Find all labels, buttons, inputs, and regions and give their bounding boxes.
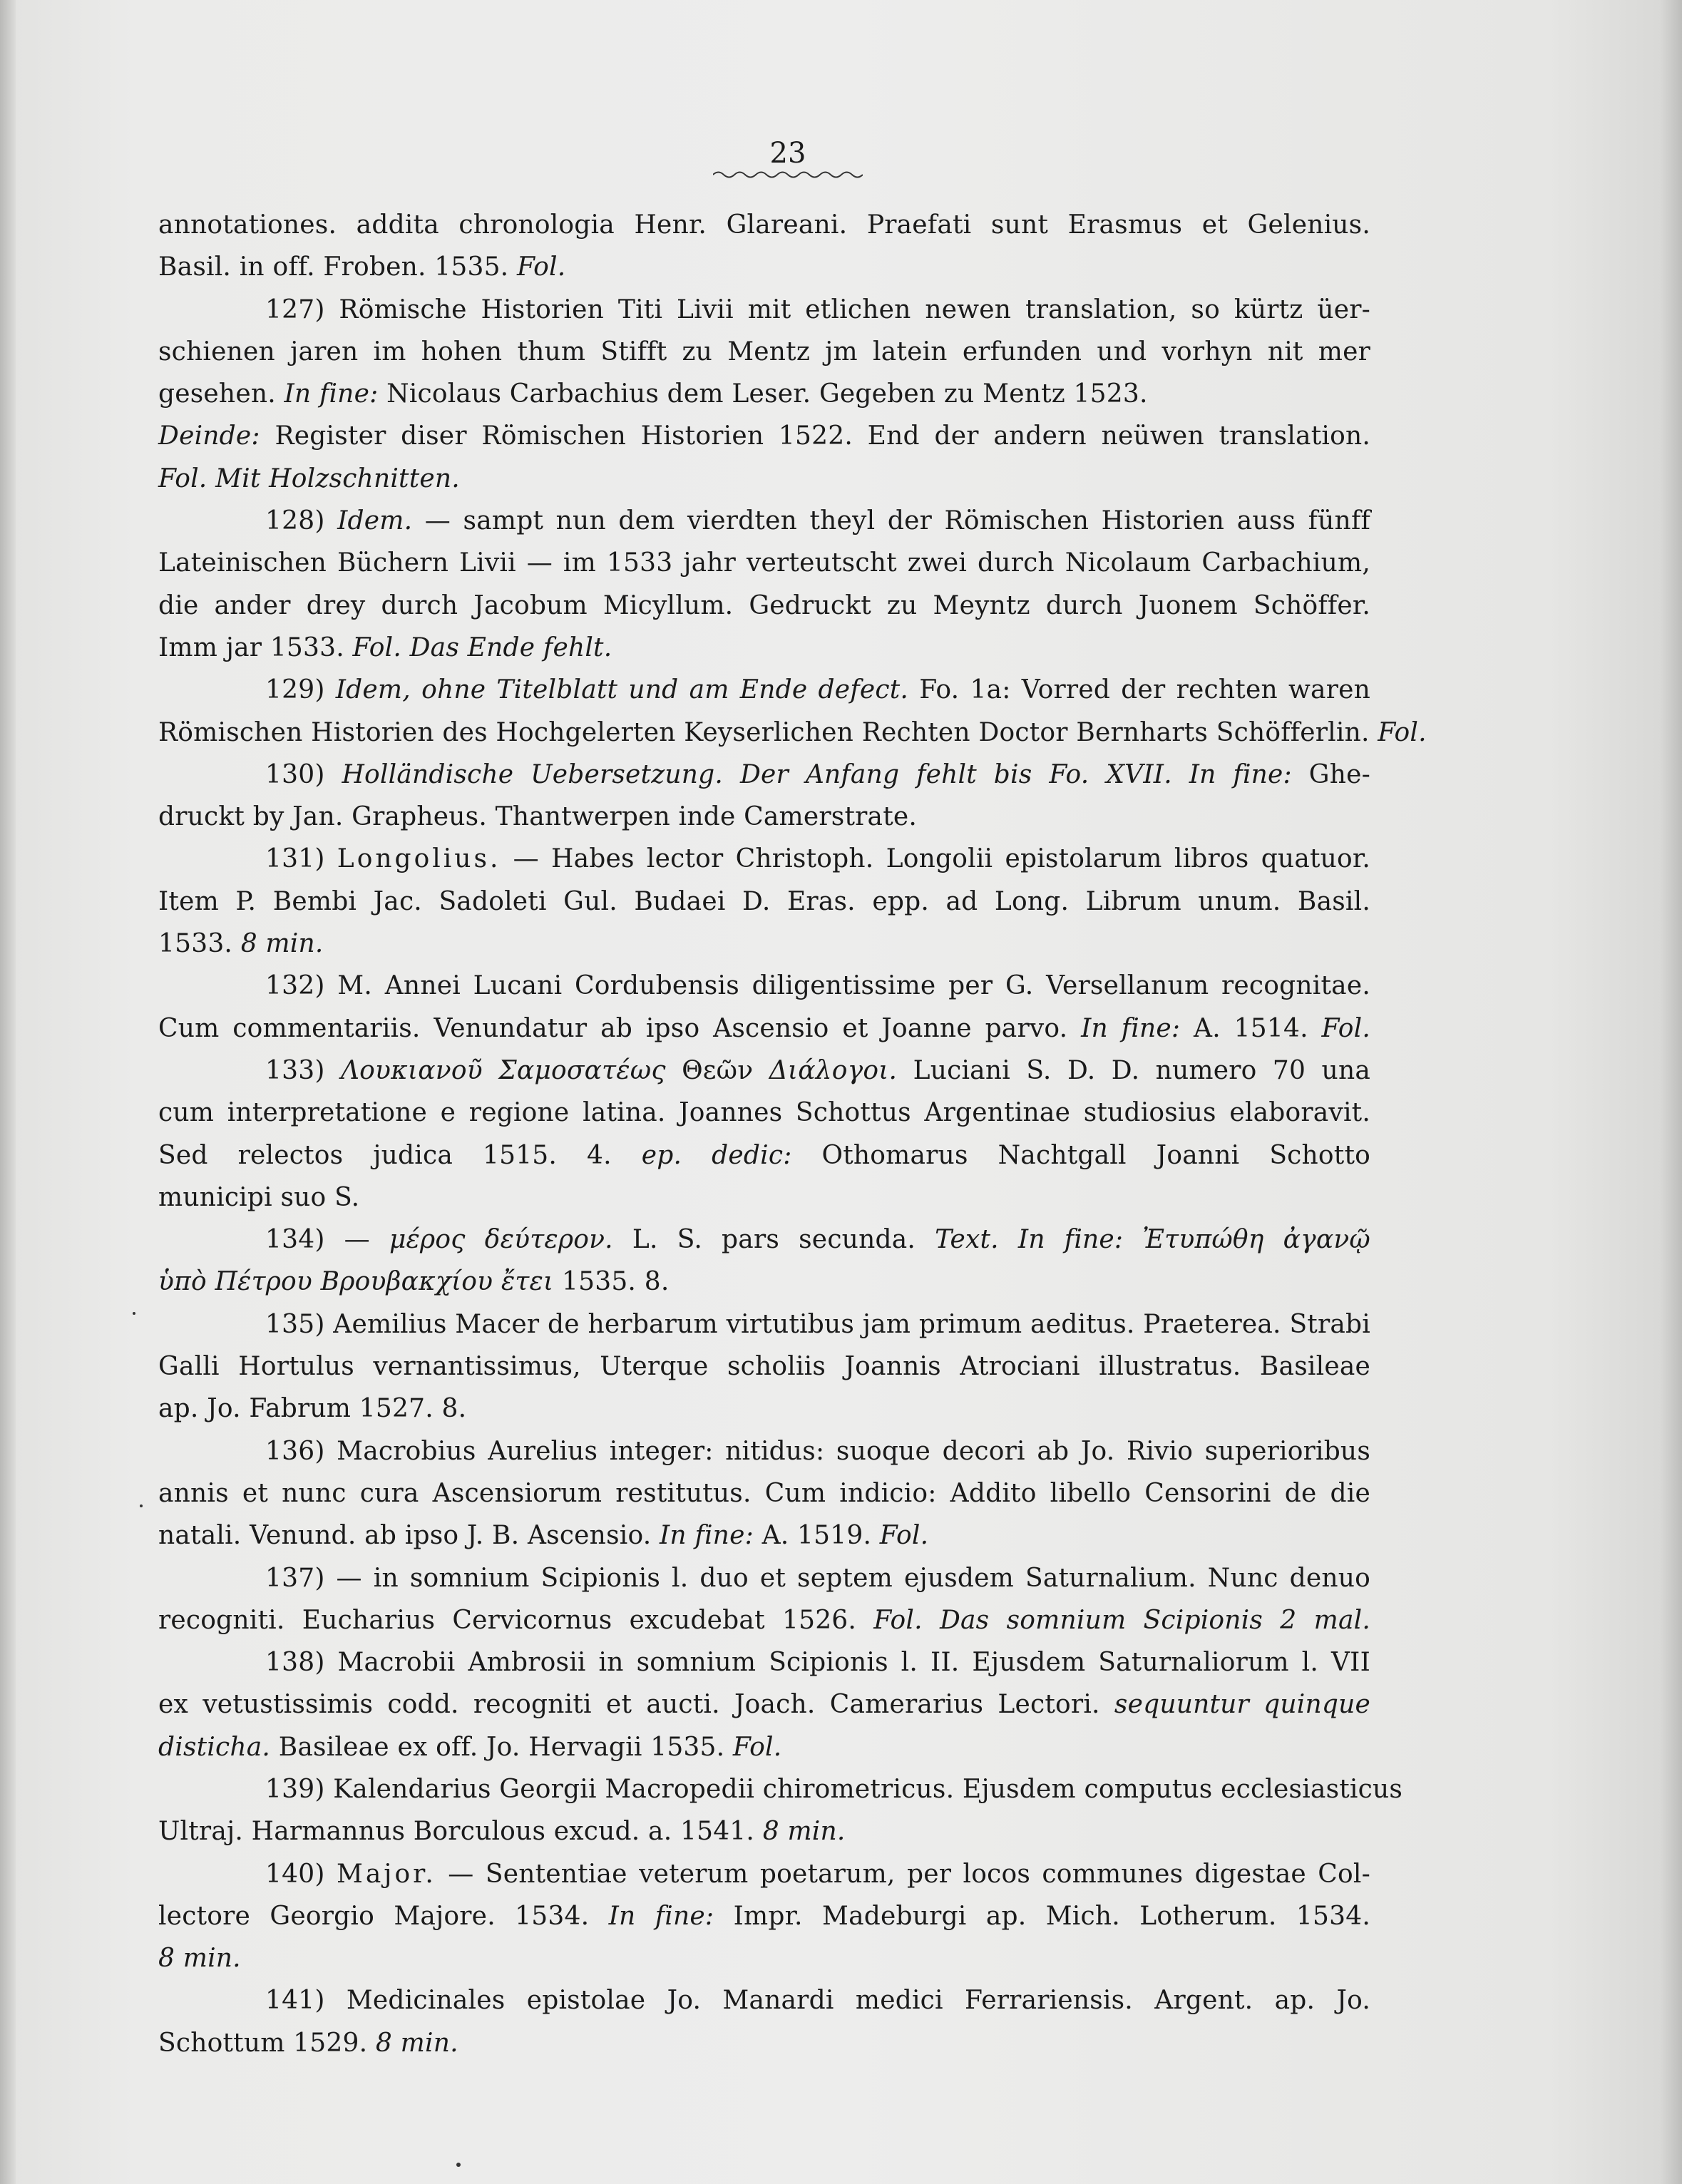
text-line — [158, 1134, 1370, 1176]
text-line — [158, 1641, 1370, 1683]
text-line — [158, 1768, 1403, 1810]
line-text: Lateinischen Büchern Livii — im 1533 jahr verteutscht zwei durch Nicolaum Carbachium, — [158, 548, 1370, 578]
text-line — [158, 1219, 1370, 1261]
line-text: annis et nunc cura Ascensiorum restitutus. Cum indicio: Addito libello Censorini de die — [158, 1478, 1370, 1508]
line-text: 1535. 8. — [553, 1267, 670, 1297]
line-text: 1533. — [158, 929, 241, 959]
line-text: — Sententiae veterum poetarum, per locos communes digestae Col- — [436, 1859, 1370, 1889]
line-text: Ghe- — [1291, 759, 1370, 789]
text-line — [158, 1008, 1370, 1050]
page-right-edge — [1661, 0, 1682, 2184]
italic-text: 8 min. — [158, 1944, 241, 1974]
italic-text: Fol. — [732, 1732, 782, 1762]
italic-text: In fine: — [608, 1901, 714, 1931]
line-text: Othomarus Nachtgall Joanni Schotto — [791, 1140, 1371, 1170]
text-line — [158, 881, 1370, 923]
line-text: Fo. 1a: Vorred der rechten waren — [908, 675, 1370, 705]
line-text: gesehen. — [158, 379, 284, 409]
line-text: schienen jaren im hohen thum Stifft zu Mentz jm latein erfunden und vorhyn nit mer — [158, 337, 1370, 366]
line-text: 135) Aemilius Macer de herbarum virtutibus jam primum aeditus. Praeterea. Strabi — [265, 1309, 1370, 1339]
line-text: 128) — [265, 506, 338, 536]
text-line — [158, 373, 1370, 415]
text-line — [158, 669, 1370, 711]
line-text: Ultraj. Harmannus Borculous excud. a. 1541. — [158, 1817, 763, 1847]
text-line — [158, 1853, 1370, 1895]
line-text: Cum commentariis. Venundatur ab ipso Ascensio et Joanne parvo. — [158, 1013, 1082, 1043]
text-line — [158, 1303, 1370, 1345]
ink-speck — [140, 1504, 143, 1507]
italic-text: Fol. Das somnium Scipionis 2 mal. — [873, 1605, 1370, 1635]
ink-speck — [133, 1312, 135, 1315]
italic-text: Fol. Mit Holzschnitten. — [158, 463, 460, 493]
italic-text: In fine: — [284, 379, 379, 409]
line-text: — sampt nun dem vierdten theyl der Römischen Historien auss fünff — [412, 506, 1370, 536]
text-line — [158, 1810, 1370, 1852]
text-line — [158, 1050, 1370, 1092]
line-text: lectore Georgio Majore. 1534. — [158, 1901, 609, 1931]
text-line — [158, 1261, 1370, 1303]
text-line — [158, 1388, 1370, 1430]
italic-text: Holländische Uebersetzung. Der Anfang fehlt bis Fo. XVII. In fine: — [342, 759, 1292, 789]
catalog-entries — [158, 204, 1427, 2064]
text-line — [158, 1472, 1370, 1514]
line-text — [1123, 1225, 1142, 1254]
text-line — [158, 1683, 1370, 1726]
line-text: Galli Hortulus vernantissimus, Uterque scholiis Joannis Atrociani illustratus. Basileae — [158, 1352, 1370, 1382]
line-text: 138) Macrobii Ambrosii in somnium Scipionis l. II. Ejusdem Saturnaliorum l. VII — [265, 1648, 1370, 1678]
text-line — [158, 923, 1370, 965]
italic-text: In fine: — [660, 1521, 754, 1551]
ink-speck — [456, 2163, 461, 2167]
line-text: Nicolaus Carbachius dem Leser. Gegeben zu Mentz 1523. — [378, 379, 1148, 409]
line-text: Sed relectos judica 1515. 4. — [158, 1140, 642, 1170]
line-text: 131) — [265, 844, 337, 874]
line-text: 139) Kalendarius Georgii Macropedii chirometricus. Ejusdem computus ecclesiasticus — [265, 1774, 1403, 1804]
line-text: cum interpretatione e regione latina. Joannes Schottus Argentinae studiosius elaboravit. — [158, 1098, 1370, 1128]
italic-text: Fol. Das Ende fehlt. — [352, 632, 612, 662]
italic-text: μέρος δεύτερον. — [389, 1225, 613, 1255]
line-text: L. S. pars secunda. — [612, 1225, 935, 1255]
line-text: Item P. Bembi Jac. Sadoleti Gul. Budaei D. Eras. epp. ad Long. Librum unum. Basil. — [158, 886, 1370, 916]
line-text: municipi suo S. — [158, 1182, 360, 1212]
text-line — [158, 965, 1370, 1007]
text-line — [158, 1979, 1370, 2021]
text-line — [158, 458, 1370, 500]
line-text: Imm jar 1533. — [158, 632, 353, 662]
text-line — [158, 585, 1370, 627]
page-number: 23 — [769, 137, 806, 170]
italic-text: Λουκιανοῦ Σαμοσατέως — [340, 1055, 666, 1085]
text-line — [158, 1430, 1370, 1472]
italic-text: 8 min. — [375, 2028, 458, 2058]
page-left-edge — [0, 0, 16, 2184]
line-text: Luciani S. D. D. numero 70 una — [897, 1055, 1370, 1085]
italic-text: disticha. — [158, 1732, 271, 1762]
italic-text: Fol. — [1321, 1013, 1370, 1043]
line-text: Register diser Römischen Historien 1522. End der andern neüwen translation. — [260, 421, 1370, 451]
line-text: ex vetustissimis codd. recogniti et aucti. Joach. Camerarius Lectori. — [158, 1690, 1114, 1720]
line-text: — Habes lector Christoph. Longolii epistolarum libros quatuor. — [501, 844, 1371, 874]
text-line — [158, 542, 1370, 584]
line-text: Basil. in off. Froben. 1535. — [158, 252, 517, 282]
text-line — [158, 1937, 1370, 1979]
line-text: A. 1519. — [753, 1521, 880, 1551]
italic-text: Fol. — [1378, 717, 1427, 747]
text-line — [158, 500, 1370, 542]
line-text: A. 1514. — [1180, 1013, 1322, 1043]
line-text: 140) — [265, 1859, 337, 1889]
text-line — [158, 289, 1370, 331]
line-text: Schottum 1529. — [158, 2028, 376, 2058]
italic-text: ep. dedic: — [641, 1140, 792, 1170]
line-text: Θεῶν — [665, 1055, 769, 1085]
text-line — [158, 415, 1370, 457]
italic-text: Idem, ohne Titelblatt und am Ende defect. — [335, 675, 909, 705]
text-line — [158, 1557, 1370, 1599]
line-text: Römischen Historien des Hochgelerten Keyserlichen Rechten Doctor Bernharts Schöfferlin. — [158, 717, 1378, 747]
italic-text: 8 min. — [762, 1817, 846, 1847]
line-text: annotationes. addita chronologia Henr. Glareani. Praefati sunt Erasmus et Gelenius. — [158, 210, 1370, 240]
text-line — [158, 1092, 1370, 1134]
text-line — [158, 1514, 1370, 1557]
spaced-text: Major. — [336, 1859, 436, 1889]
text-line — [158, 1345, 1370, 1388]
page-number-ornament — [713, 170, 863, 180]
text-line — [158, 796, 1370, 838]
text-line — [158, 754, 1370, 796]
text-line — [158, 627, 1370, 669]
line-text: Basileae ex off. Jo. Hervagii 1535. — [270, 1732, 733, 1762]
line-text: 137) — in somnium Scipionis l. duo et septem ejusdem Saturnalium. Nunc denuo — [265, 1563, 1370, 1593]
line-text: 134) — — [265, 1225, 389, 1255]
italic-text: Διάλογοι. — [769, 1055, 898, 1085]
line-text: 132) M. Annei Lucani Cordubensis diligentissime per G. Versellanum recognitae. — [265, 971, 1370, 1001]
italic-text: In fine: — [1081, 1013, 1181, 1043]
text-line — [158, 1726, 1370, 1768]
line-text: 136) Macrobius Aurelius integer: nitidus: suoque decori ab Jo. Rivio superioribus — [265, 1436, 1370, 1466]
spaced-text: Longolius. — [337, 844, 501, 874]
italic-text: Fol. — [516, 252, 566, 282]
line-text: recogniti. Eucharius Cervicornus excudebat 1526. — [158, 1605, 874, 1635]
text-line — [158, 838, 1370, 880]
text-line — [158, 1599, 1370, 1641]
italic-text: ὑπὸ Πέτρου Βρουβακχίου ἔτει — [158, 1267, 554, 1297]
text-line — [158, 204, 1370, 246]
italic-text: Ἐτυπώθη ἀγανῷ — [1142, 1225, 1370, 1255]
line-text: Impr. Madeburgi ap. Mich. Lotherum. 1534. — [714, 1901, 1370, 1931]
line-text: druckt by Jan. Grapheus. Thantwerpen inde Camerstrate. — [158, 802, 918, 832]
italic-text: Idem. — [337, 506, 413, 536]
line-text: natali. Venund. ab ipso J. B. Ascensio. — [158, 1521, 660, 1551]
text-line — [158, 246, 1370, 288]
line-text: die ander drey durch Jacobum Micyllum. Gedruckt zu Meyntz durch Juonem Schöffer. — [158, 590, 1370, 620]
italic-text: Text. In fine: — [935, 1225, 1124, 1255]
line-text: 141) Medicinales epistolae Jo. Manardi medici Ferrariensis. Argent. ap. Jo. — [265, 1986, 1370, 2016]
text-line — [158, 331, 1370, 373]
italic-text: sequuntur quinque — [1114, 1690, 1370, 1720]
text-line — [158, 712, 1427, 754]
text-line — [158, 1895, 1370, 1937]
text-line — [158, 1176, 1370, 1219]
line-text: ap. Jo. Fabrum 1527. 8. — [158, 1394, 467, 1424]
text-line — [158, 2022, 1370, 2064]
italic-text: Fol. — [879, 1521, 929, 1551]
italic-text: 8 min. — [240, 929, 324, 959]
line-text: 133) — [265, 1055, 341, 1085]
italic-text: Deinde: — [158, 421, 260, 451]
line-text: 127) Römische Historien Titi Livii mit etlichen newen translation, so kürtz üer- — [265, 294, 1370, 324]
line-text: 130) — [265, 759, 342, 789]
line-text: 129) — [265, 675, 336, 705]
